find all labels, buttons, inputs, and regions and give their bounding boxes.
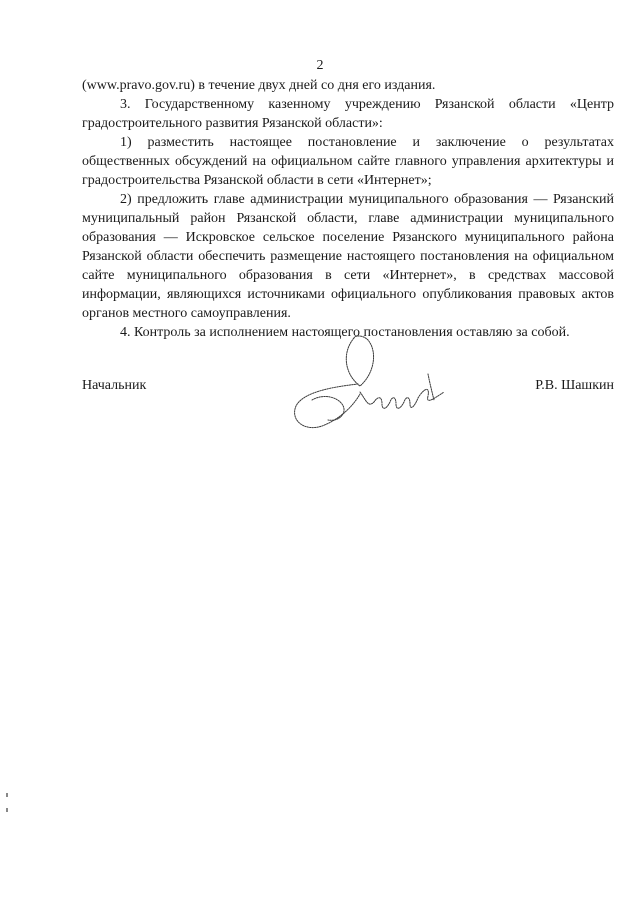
scan-artifact [6,808,8,812]
paragraph-4: 2) предложить главе администрации муниципального образования — Рязанский муниципальный район Рязанской области, главе администрации муниципального образования — Искровское сельское поселение Рязанского муниципального района Рязанской области обеспечить размещение настоящего постановления на официальном сайте муниципального образования в сети «Интернет», в средствах массовой информации, являющихся источниками официального опубликования правовых актов органов местного самоуправления. [82,192,614,321]
scan-artifact [6,793,8,797]
handwritten-signature [282,334,452,444]
signatory-name: Р.В. Шашкин [535,378,614,393]
document-body [82,76,614,342]
signature-block [82,378,614,438]
paragraph-5: 4. Контроль за исполнением настоящего постановления оставляю за собой. [120,325,570,340]
paragraph-3: 1) разместить настоящее постановление и заключение о результатах общественных обсуждений на официальном сайте главного управления архитектуры и градостроительства Рязанской области в сети «Интернет»; [82,135,614,188]
page-number: 2 [316,58,324,73]
paragraph-1: (www.pravo.gov.ru) в течение двух дней со дня его издания. [82,78,436,93]
signatory-position: Начальник [82,378,147,393]
paragraph-2: 3. Государственному казенному учреждению Рязанской области «Центр градостроительного развития Рязанской области»: [82,97,614,131]
